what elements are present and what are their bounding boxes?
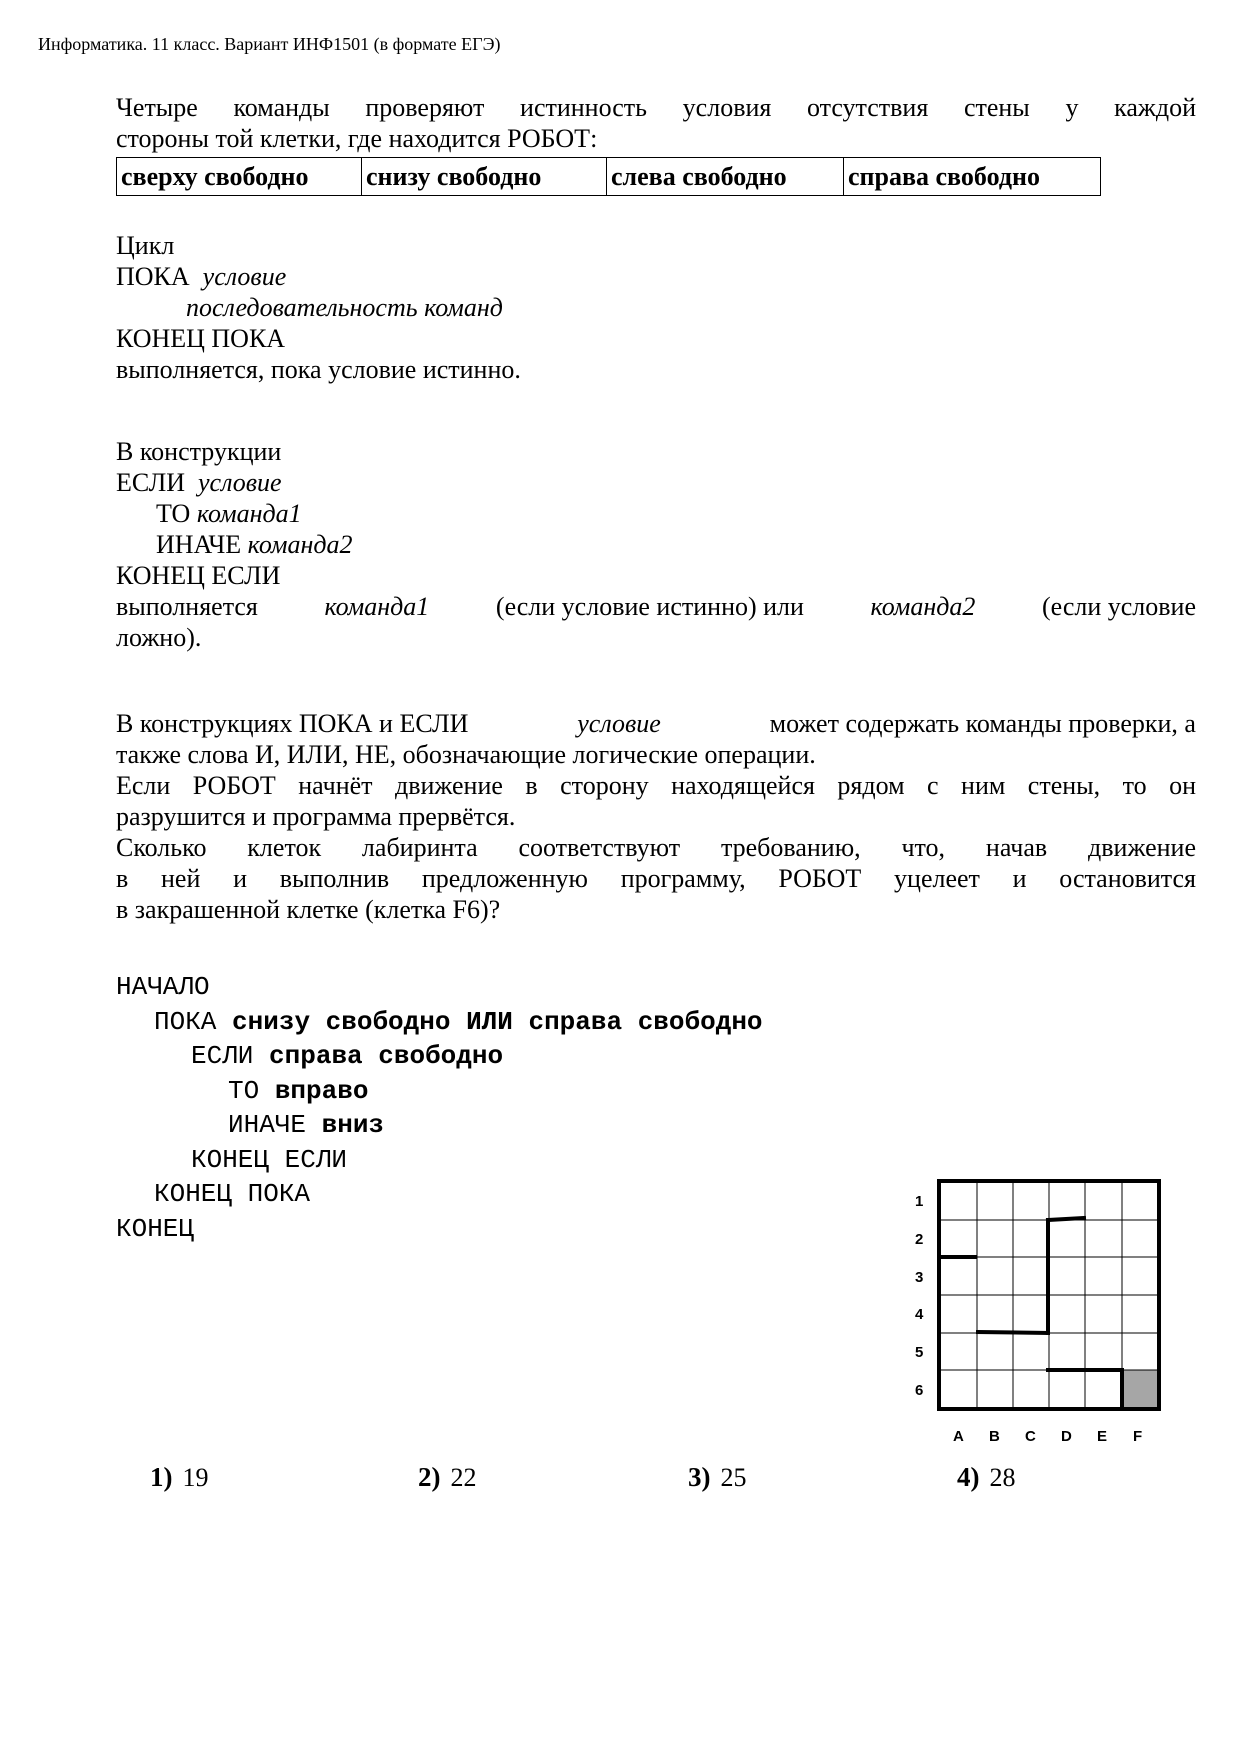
loop-seq-line: последовательность команд: [186, 293, 503, 322]
col-label: E: [1097, 1428, 1108, 1445]
col-label: B: [989, 1428, 1000, 1445]
p4-line-1: Если РОБОТ начнёт движение в сторону находящейся рядом с ним стены, то он: [116, 771, 1196, 800]
p3-line-1: В конструкциях ПОКА и ЕСЛИ условие может содержать команды проверки, а: [116, 709, 1196, 738]
row-label: 5: [915, 1344, 924, 1361]
prog-end-if: КОНЕЦ ЕСЛИ: [191, 1144, 348, 1175]
loop-desc: выполняется, пока условие истинно.: [116, 355, 521, 384]
loop-while-line: ПОКА условие: [116, 262, 287, 291]
p5-line-3: в закрашенной клетке (клетка F6)?: [116, 895, 501, 924]
else-line: ИНАЧЕ команда2: [156, 530, 353, 559]
commands-table: [116, 157, 1101, 196]
p5-line-2: в ней и выполнив предложенную программу, РОБОТ уцелеет и остановится: [116, 864, 1196, 893]
if-line: ЕСЛИ условие: [116, 468, 282, 497]
answer-option-3[interactable]: 3) 25: [688, 1462, 747, 1492]
row-label: 3: [915, 1269, 924, 1286]
command-cell-left: слева свободно: [607, 158, 844, 196]
row-label: 4: [915, 1306, 924, 1323]
program-listing: [116, 970, 763, 1246]
col-label: A: [953, 1428, 964, 1445]
task-paragraphs: [116, 708, 1196, 925]
if-desc-line-1: выполняется команда1 (если условие истинно) или команда2 (если условие: [116, 592, 1196, 621]
prog-end-while: КОНЕЦ ПОКА: [154, 1179, 311, 1209]
col-label: D: [1061, 1428, 1072, 1445]
answer-option-1[interactable]: 1) 19: [150, 1462, 209, 1492]
prog-then: ТО вправо: [228, 1075, 369, 1106]
intro-paragraph: [116, 92, 1196, 154]
prog-while: ПОКА снизу свободно ИЛИ справа свободно: [154, 1006, 763, 1037]
answer-option-2[interactable]: 2) 22: [418, 1462, 477, 1492]
answer-option-4[interactable]: 4) 28: [957, 1462, 1016, 1492]
prog-if: ЕСЛИ справа свободно: [191, 1041, 504, 1071]
command-cell-up: сверху свободно: [117, 158, 362, 196]
if-section: [116, 436, 1196, 653]
maze-row-labels: [915, 1193, 924, 1399]
row-label: 6: [915, 1382, 924, 1399]
p4-line-2: разрушится и программа прервётся.: [116, 802, 516, 831]
then-line: ТО команда1: [156, 499, 302, 528]
loop-end-line: КОНЕЦ ПОКА: [116, 324, 286, 353]
p3-line-2: также слова И, ИЛИ, НЕ, обозначающие логические операции.: [116, 740, 816, 769]
col-label: F: [1133, 1428, 1143, 1445]
loop-section: [116, 230, 1196, 385]
maze-col-labels: [953, 1428, 1142, 1445]
row-label: 2: [915, 1231, 924, 1248]
p5-line-1: Сколько клеток лабиринта соответствуют требованию, что, начав движение: [116, 833, 1196, 862]
command-cell-down: снизу свободно: [362, 158, 607, 196]
if-end-line: КОНЕЦ ЕСЛИ: [116, 561, 281, 590]
page-header: Информатика. 11 класс. Вариант ИНФ1501 (в формате ЕГЭ): [38, 34, 501, 54]
target-cell-f6: [1123, 1370, 1159, 1408]
intro-line-1: Четыре команды проверяют истинность условия отсутствия стены у каждой: [116, 93, 1196, 122]
maze-figure: [900, 1170, 1180, 1450]
prog-end: КОНЕЦ: [116, 1213, 195, 1244]
loop-title: Цикл: [116, 231, 175, 260]
col-label: C: [1025, 1428, 1036, 1445]
command-cell-right: справа свободно: [844, 158, 1101, 196]
prog-else: ИНАЧЕ вниз: [228, 1110, 385, 1140]
prog-begin: НАЧАЛО: [116, 972, 210, 1002]
intro-line-2: стороны той клетки, где находится РОБОТ:: [116, 124, 598, 153]
row-label: 1: [915, 1193, 924, 1210]
if-desc-line-2: ложно).: [116, 623, 202, 652]
if-title: В конструкции: [116, 437, 282, 466]
